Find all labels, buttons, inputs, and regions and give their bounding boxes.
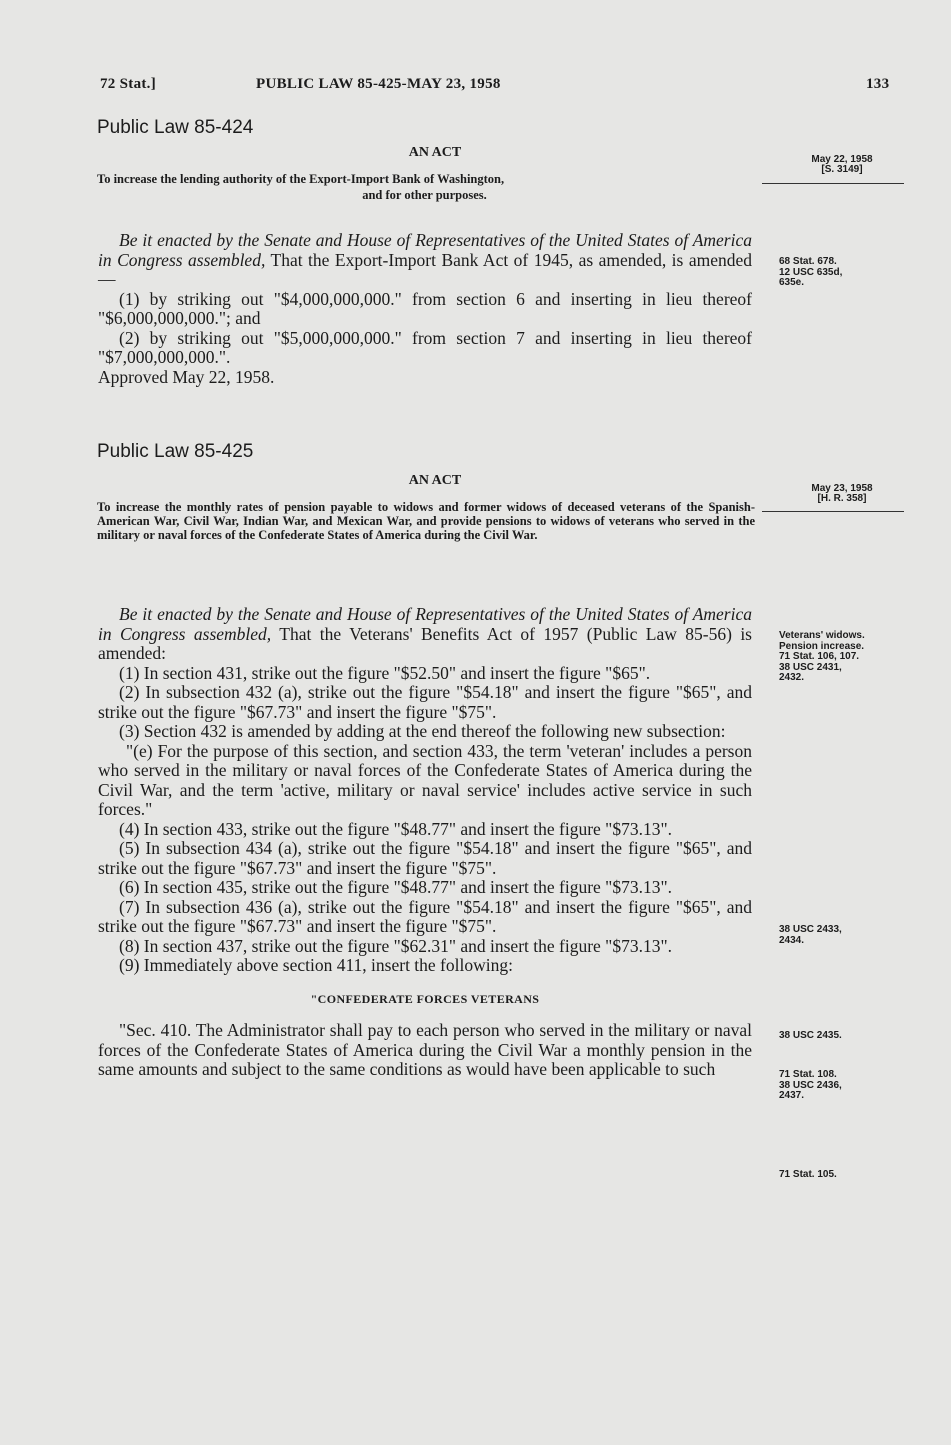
law2-item7: (7) In subsection 436 (a), strike out the figure "$54.18" and insert the figure "$65", and strike out the figure "$67.73" and insert the figure "$75". <box>98 896 752 936</box>
law2-margin-105: 71 Stat. 105. <box>779 1169 837 1180</box>
law1-margin-ref: 68 Stat. 678. 12 USC 635d, 635e. <box>779 256 843 288</box>
law2-enacting-rest: That the Veterans' Benefits Act of 1957 (Public Law 85-56) is amended: <box>98 623 752 663</box>
law2-margin-433: 38 USC 2433, 2434. <box>779 924 842 946</box>
header-volume: 72 Stat.] <box>100 76 157 92</box>
law2-margin-rule <box>762 511 904 512</box>
law2-item1: (1) In section 431, strike out the figure "$52.50" and insert the figure "$65". <box>119 662 651 683</box>
law1-item2: (2) by striking out "$5,000,000,000." from section 7 and inserting in lieu thereof "$7,000,000,000.". <box>98 327 752 367</box>
section-heading: "CONFEDERATE FORCES VETERANS <box>310 991 540 1006</box>
law1-body <box>98 231 752 387</box>
law2-margin-435: 38 USC 2435. <box>779 1030 842 1041</box>
law2-item3-subsection-e: "(e) For the purpose of this section, and section 433, the term 'veteran' includes a person who served in the military or naval forces of the Confederate States of America during the Civil War, and the term 'active, military or naval service' includes active service in such forces." <box>98 740 752 819</box>
law1-purpose-line2: and for other purposes. <box>362 188 487 202</box>
law2-item4: (4) In section 433, strike out the figure "$48.77" and insert the figure "$73.13". <box>119 818 672 839</box>
header-title: PUBLIC LAW 85-425-MAY 23, 1958 <box>256 76 501 92</box>
law1-bill-note: [S. 3149] <box>821 164 863 175</box>
law2-item2: (2) In subsection 432 (a), strike out the figure "$54.18" and insert the figure "$65", and strike out the figure "$67.73" and insert the figure "$75". <box>98 682 752 722</box>
law1-purpose-line1: To increase the lending authority of the Export-Import Bank of Washington, <box>97 172 505 186</box>
law2-bill-note: [H. R. 358] <box>817 493 867 504</box>
law2-section-410: "Sec. 410. The Administrator shall pay to each person who served in the military or naval forces of the Confederate States of America during the Civil War a monthly pension in the same amounts and subject to the same conditions as would have been applicable to such <box>98 1020 752 1079</box>
law2-title: Public Law 85-425 <box>97 441 254 462</box>
law1-title: Public Law 85-424 <box>97 117 254 138</box>
law1-enacting-clause: Be it enacted by the Senate and House of Representatives of the United States of America in Congress assembled, <box>98 230 752 270</box>
law2-margin-veterans: Veterans' widows. Pension increase. 71 Stat. 106, 107. 38 USC 2431, 2432. <box>779 630 865 683</box>
law2-purpose: To increase the monthly rates of pension payable to widows and former widows of deceased veterans of the Spanish-American War, Civil War, Indian War, and Mexican War, and provide pensions to widows of veterans who served in the military or naval forces of the Confederate States of America during the Civil War. <box>97 500 755 542</box>
page-number: 133 <box>866 76 890 92</box>
law1-date-note: May 22, 1958 <box>811 154 873 165</box>
law2-item9: (9) Immediately above section 411, insert the following: <box>119 955 513 975</box>
law2-item8: (8) In section 437, strike out the figure "$62.31" and insert the figure "$73.13". <box>119 935 672 956</box>
law1-enacting-rest: That the Export-Import Bank Act of 1945, as amended, is amended— <box>98 249 752 289</box>
law2-date-note: May 23, 1958 <box>811 483 873 494</box>
law1-an-act: AN ACT <box>408 145 462 160</box>
law2-item5: (5) In subsection 434 (a), strike out the figure "$54.18" and insert the figure "$65", and strike out the figure "$67.73" and insert the figure "$75". <box>98 838 752 878</box>
law2-item6: (6) In section 435, strike out the figure "$48.77" and insert the figure "$73.13". <box>119 877 672 897</box>
law1-item1: (1) by striking out "$4,000,000,000." from section 6 and inserting in lieu thereof "$6,000,000,000."; and <box>98 288 752 328</box>
law2-item3: (3) Section 432 is amended by adding at the end thereof the following new subsection: <box>119 721 726 741</box>
law2-body <box>98 605 752 1080</box>
law2-margin-436: 71 Stat. 108. 38 USC 2436, 2437. <box>779 1069 842 1101</box>
law2-enacting-clause: Be it enacted by the Senate and House of Representatives of the United States of America in Congress assembled, <box>98 604 752 644</box>
law1-margin-rule <box>762 183 904 184</box>
law1-approved: Approved May 22, 1958. <box>98 366 275 387</box>
law2-an-act: AN ACT <box>408 473 462 488</box>
